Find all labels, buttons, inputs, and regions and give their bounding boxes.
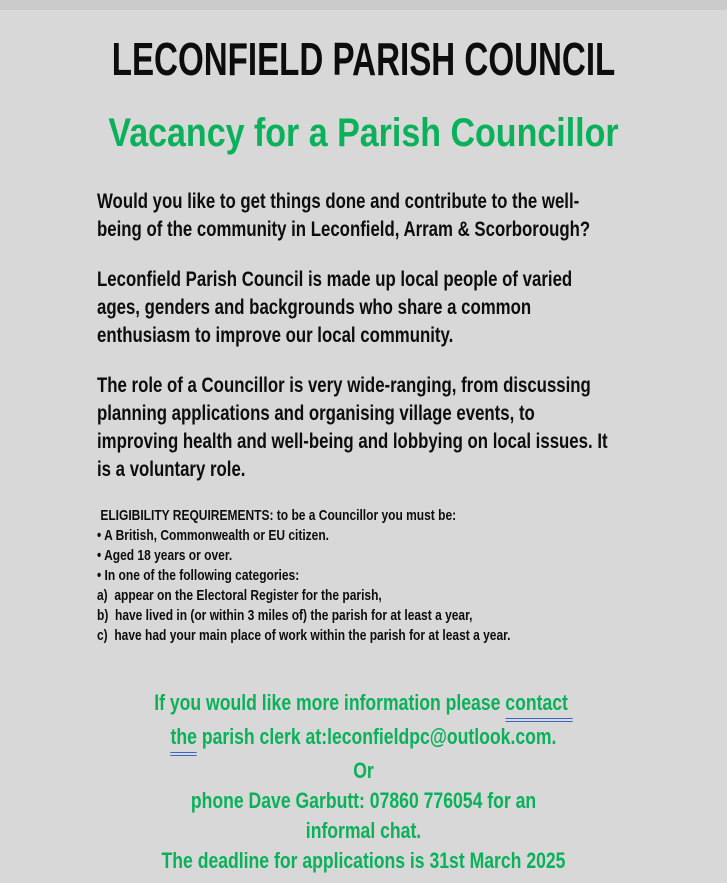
eligibility-line: c) have had your main place of work within the parish for at least a year. — [97, 627, 511, 644]
contact-line — [73, 722, 655, 756]
contact-link-text[interactable]: the — [171, 722, 197, 756]
eligibility-line: b) have lived in (or within 3 miles of) the parish for at least a year, — [97, 607, 473, 624]
top-strip — [0, 0, 727, 10]
paragraph-line: being of the community in Leconfield, Arram & Scorborough? — [97, 218, 591, 241]
paragraph-line: is a voluntary role. — [97, 458, 246, 481]
paragraph-line: Would you like to get things done and contribute to the well- — [97, 190, 580, 213]
body-paragraph — [97, 266, 601, 350]
eligibility-line: • Aged 18 years or over. — [97, 547, 233, 564]
eligibility-section — [0, 506, 727, 646]
body-paragraph — [97, 372, 608, 484]
paragraph-line: ages, genders and backgrounds who share a common — [97, 296, 532, 319]
paragraph-line: planning applications and organising village events, to — [97, 402, 535, 425]
paragraph-line: improving health and well-being and lobbying on local issues. It — [97, 430, 608, 453]
body-paragraph — [97, 188, 601, 244]
eligibility-line: • A British, Commonwealth or EU citizen. — [97, 527, 330, 544]
vacancy-heading: Vacancy for a Parish Councillor — [108, 111, 619, 155]
eligibility-list — [97, 506, 601, 646]
contact-line — [73, 756, 655, 786]
eligibility-line: a) appear on the Electoral Register for the parish, — [97, 587, 382, 604]
page-title: LECONFIELD PARISH COUNCIL — [111, 33, 616, 85]
intro-paragraphs — [0, 188, 727, 484]
eligibility-line: • In one of the following categories: — [97, 567, 300, 584]
contact-text: phone Dave Garbutt: 07860 776054 for an — [190, 788, 537, 813]
contact-text: The deadline for applications is 31st March 2025 — [161, 848, 566, 873]
contact-line — [73, 846, 655, 876]
contact-text: informal chat. — [305, 818, 422, 843]
contact-text: parish clerk at:leconfieldpc@outlook.com. — [196, 724, 557, 749]
contact-line — [73, 786, 655, 816]
contact-info — [73, 688, 655, 876]
paragraph-line: enthusiasm to improve our local community. — [97, 324, 454, 347]
paragraph-line: The role of a Councillor is very wide-ranging, from discussing — [97, 374, 591, 397]
contact-text: If you would like more information please — [154, 690, 506, 715]
contact-line — [73, 688, 655, 722]
contact-line — [73, 816, 655, 846]
contact-link-text[interactable]: contact — [505, 688, 572, 722]
eligibility-line: ELIGIBILITY REQUIREMENTS: to be a Councillor you must be: — [97, 507, 457, 524]
contact-text: Or — [353, 758, 374, 783]
paragraph-line: Leconfield Parish Council is made up local people of varied — [97, 268, 573, 291]
